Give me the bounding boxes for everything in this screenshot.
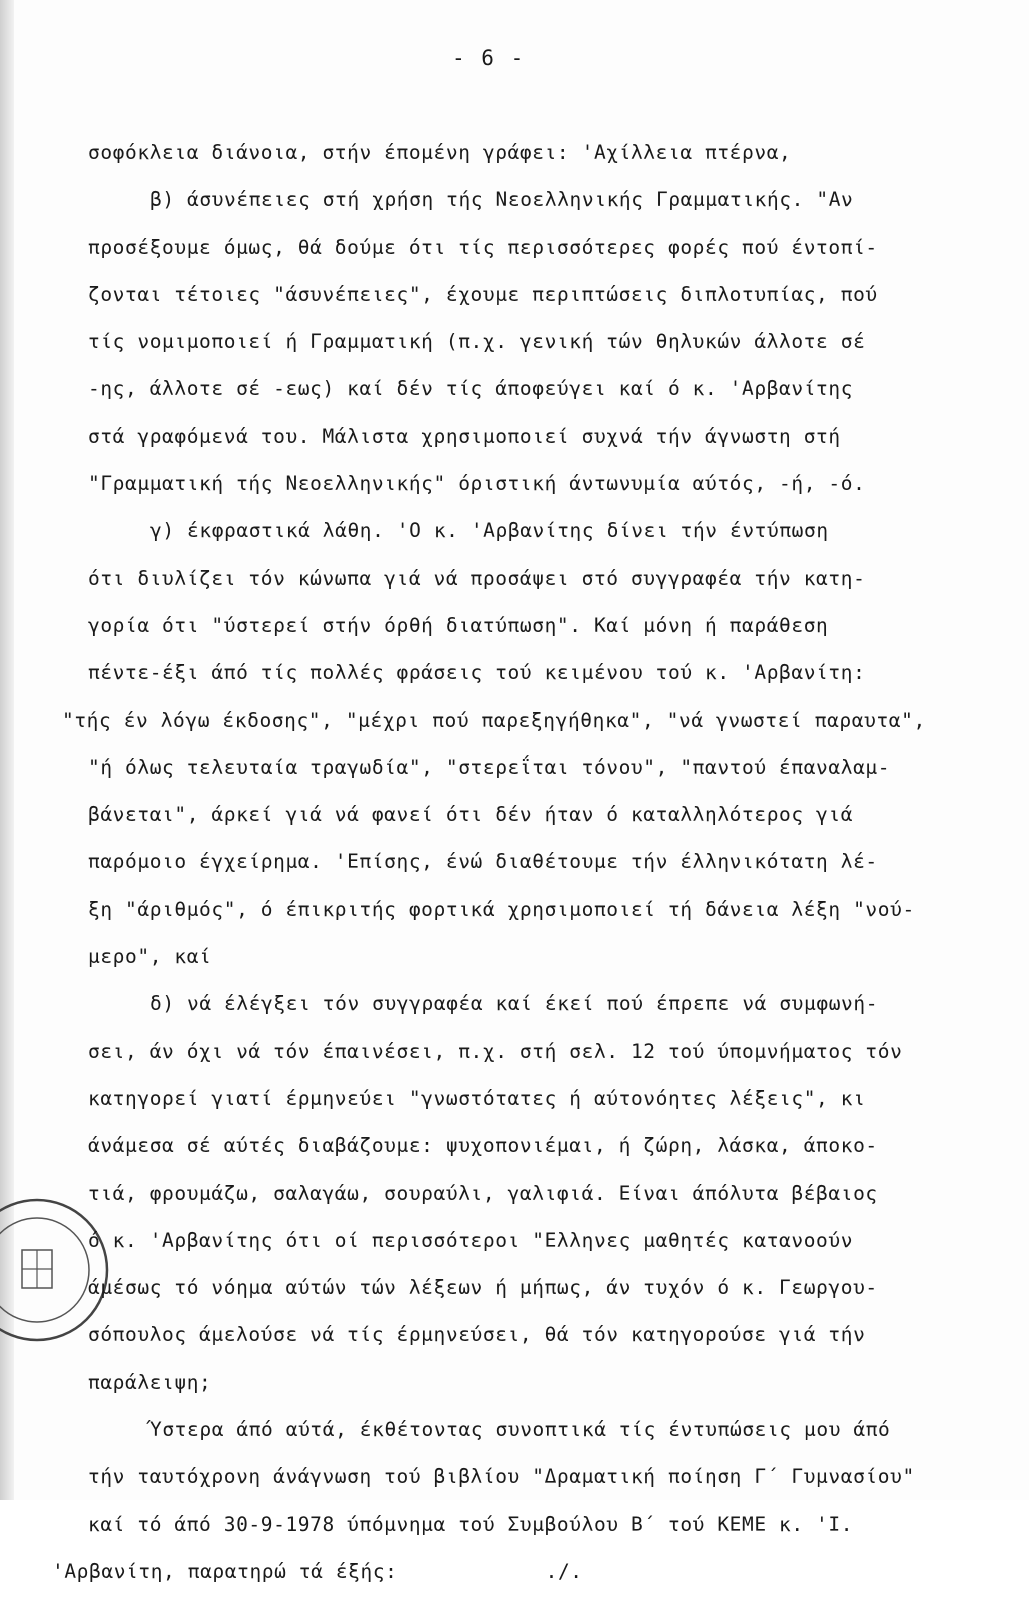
text-line: "τής έν λόγω έκδοσης", "μέχρι πού παρεξηγήθηκα", "νά γνωστεί παραυτα",	[62, 708, 926, 732]
text-line: ξη "άριθμός", ό έπικριτής φορτικά χρησιμοποιεί τή δάνεια λέξη "νού-	[88, 897, 915, 921]
text-line: γ) έκφραστικά λάθη. 'Ο κ. 'Αρβανίτης δίνει τήν έντύπωση	[150, 519, 829, 543]
text-line: Ύστερα άπό αύτά, έκθέτοντας συνοπτικά τίς έντυπώσεις μου άπό	[150, 1418, 891, 1442]
text-line: καί τό άπό 30-9-1978 ύπόμνημα τού Συμβούλου Β΄ τού ΚΕΜΕ κ. 'Ι.	[88, 1512, 854, 1536]
text-line: παρόμοιο έγχείρημα. 'Επίσης, ένώ διαθέτουμε τήν έλληνικότατη λέ-	[88, 850, 878, 874]
text-line: κατηγορεί γιατί έρμηνεύει "γνωστότατες ή αύτονόητες λέξεις", κι	[88, 1086, 866, 1110]
text-line: ζονται τέτοιες "άσυνέπειες", έχουμε περιπτώσεις διπλοτυπίας, πού	[88, 282, 878, 306]
text-line: στά γραφόμενά του. Μάλιστα χρησιμοποιεί συχνά τήν άγνωστη στή	[88, 424, 841, 448]
text-line: προσέξουμε όμως, θά δούμε ότι τίς περισσότερες φορές πού έντοπί-	[88, 235, 878, 259]
text-line: ό κ. 'Αρβανίτης ότι οί περισσότεροι "Ελληνες μαθητές κατανοούν	[88, 1228, 854, 1252]
letter-body	[52, 138, 988, 1604]
text-line: παράλειψη;	[88, 1370, 212, 1394]
text-line: ότι διυλίζει τόν κώνωπα γιά νά προσάψει στό συγγραφέα τήν κατη-	[88, 566, 866, 590]
text-line: 'Αρβανίτη, παρατηρώ τά έξής: ./.	[52, 1559, 583, 1583]
text-line: τίς νομιμοποιεί ή Γραμματική (π.χ. γενική τών θηλυκών άλλοτε σέ	[88, 330, 866, 354]
text-line: βάνεται", άρκεί γιά νά φανεί ότι δέν ήταν ό καταλληλότερος γιά	[88, 803, 854, 827]
text-line: τήν ταυτόχρονη άνάγνωση τού βιβλίου "Δραματική ποίηση Γ΄ Γυμνασίου"	[88, 1465, 915, 1489]
text-line: "ή όλως τελευταία τραγωδία", "στερεΐται τόνου", "παντού έπαναλαμ-	[88, 755, 891, 779]
text-line: τιά, φρουμάζω, σαλαγάω, σουραύλι, γαλιφιά. Είναι άπόλυτα βέβαιος	[88, 1181, 878, 1205]
text-line: σοφόκλεια διάνοια, στήν έπομένη γράφει: 'Αχίλλεια πτέρνα,	[88, 141, 792, 164]
text-line: δ) νά έλέγξει τόν συγγραφέα καί έκεί πού έπρεπε νά συμφωνή-	[150, 992, 879, 1016]
text-line: πέντε-έξι άπό τίς πολλές φράσεις τού κειμένου τού κ. 'Αρβανίτη:	[88, 661, 866, 685]
text-line: σόπουλος άμελούσε νά τίς έρμηνεύσει, θά τόν κατηγορούσε γιά τήν	[88, 1323, 866, 1347]
text-line: β) άσυνέπειες στή χρήση τής Νεοελληνικής Γραμματικής. "Αν	[150, 188, 854, 212]
page-number: - 6 -	[452, 46, 526, 70]
text-line: άμέσως τό νόημα αύτών τών λέξεων ή μήπως, άν τυχόν ό κ. Γεωργου-	[88, 1276, 878, 1300]
text-line: -ης, άλλοτε σέ -εως) καί δέν τίς άποφεύγει καί ό κ. 'Αρβανίτης	[88, 377, 854, 401]
text-line: μερο", καί	[88, 945, 212, 969]
text-line: "Γραμματική τής Νεοελληνικής" όριστική άντωνυμία αύτός, -ή, -ό.	[88, 472, 866, 496]
text-line: άνάμεσα σέ αύτές διαβάζουμε: ψυχοπονιέμαι, ή ζώρη, λάσκα, άποκο-	[88, 1134, 878, 1158]
text-line: σει, άν όχι νά τόν έπαινέσει, π.χ. στή σελ. 12 τού ύπομνήματος τόν	[88, 1039, 903, 1063]
text-line: γορία ότι "ύστερεί στήν όρθή διατύπωση". Καί μόνη ή παράθεση	[88, 613, 829, 637]
